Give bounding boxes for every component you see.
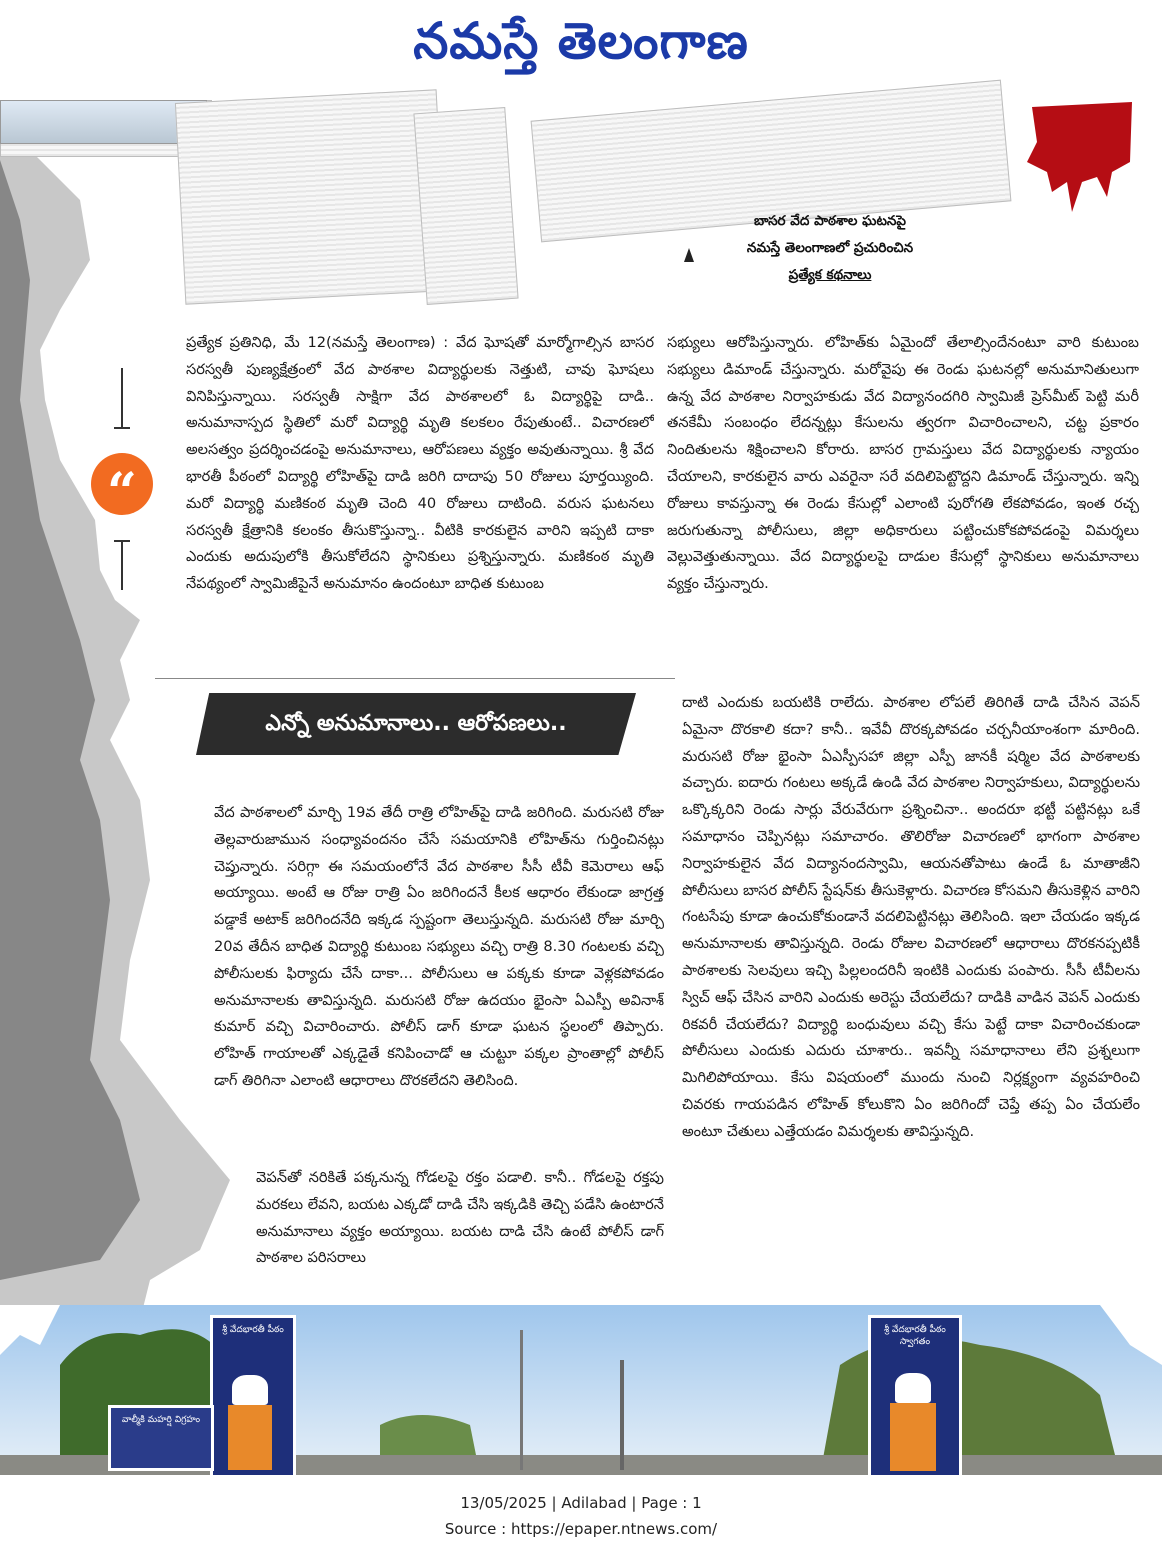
article-column-lower-right <box>682 690 1140 1280</box>
signboard-text: శ్రీ వేదభారతీ పీఠం <box>222 1325 284 1335</box>
subheading-text: ఎన్నో అనుమానాలు.. ఆరోపణలు.. <box>265 711 567 736</box>
clipping-caption <box>700 208 960 289</box>
small-signboard <box>108 1405 214 1471</box>
edition-info: 13/05/2025 | Adilabad | Page : 1 <box>460 1494 702 1512</box>
page-footer <box>0 1490 1162 1542</box>
red-ink-splash-graphic <box>1012 102 1142 222</box>
source-url: Source : https://epaper.ntnews.com/ <box>444 1520 718 1538</box>
article-paragraph: దాటి ఎందుకు బయటికి రాలేదు. పాఠశాల లోపలే తిరిగితే దాడి చేసిన వెపన్ ఏమైనా దొరకాలి కదా? కానీ.. ఇవేవీ దొరక్కపోవడం చర్చనీయాంశంగా మారింది. మరుసటి రోజు భైంసా ఏఎస్పీసహా జిల్లా ఎస్పీ జానకీ షర్మిల వేద పాఠశాలకు వచ్చారు. ఐదారు గంటలు అక్కడే ఉండి వేద పాఠశాల నిర్వాహకులు, విద్యార్థులను ఒక్కొక్కరిని రెండు సార్లు వేరువేరుగా ప్రశ్నించినా.. అందరూ భట్టీ పట్టినట్లు ఒకే సమాధానం చెప్పినట్లు సమాచారం. తొలిరోజు విచారణలో భాగంగా పాఠశాల నిర్వాహకులైన వేద విద్యానందస్వామి, ఆయనతోపాటు ఉండే ఓ మాతాజీని పోలీసులు బాసర పోలీస్ స్టేషన్‌కు తీసుకెళ్లారు. విచారణ కోసమని తీసుకెళ్లిన వారిని గంటసేపు కూడా ఉంచుకోకుండానే వదలిపెట్టినట్లు తెలిసింది. ఇలా చేయడం ఇక్కడ అనుమానాలకు తావిస్తున్నది. రెండు రోజుల విచారణలో ఆధారాలు దొరకనప్పటికీ పాఠశాలకు సెలవులు ఇచ్చి పిల్లలందరినీ ఇంటికి ఎందుకు పంపారు. సీసీ టీవీలను స్విచ్ ఆఫ్ చేసిన వారిని ఎందుకు అరెస్టు చేయలేదు? దాడికి వాడిన వెపన్ ఎందుకు రికవరీ చేయలేదు? విద్యార్థి బంధువులు వచ్చి కేసు పెట్టే దాకా విచారించకుండా పోలీసులు ఎందుకు ఎదురు చూశారు.. ఇవన్నీ సమాధానాలు లేని ప్రశ్నలుగా మిగిలిపోయాయి. కేసు విషయంలో ముందు నుంచి నిర్లక్ష్యంగా వ్యవహరించి చివరకు గాయపడిన లోహిత్ కోలుకొని ఏం జరిగిందో చెప్తే తప్ప ఏం చేయలేం అంటూ చేతులు ఎత్తేయడం విమర్శలకు తావిస్తున్నది. <box>682 694 1140 1140</box>
article-column-top-left <box>186 330 654 670</box>
section-divider <box>155 678 675 679</box>
quote-divider-line <box>121 540 123 590</box>
caption-line: ప్రత్యేక కథనాలు <box>788 267 872 283</box>
article-paragraph: వేద పాఠశాలలో మార్చి 19వ తేదీ రాత్రి లోహిత్‌పై దాడి జరిగింది. మరుసటి రోజు తెల్లవారుజామున సంధ్యావందనం చేసే సమయానికి లోహిత్‌ను గుర్తించినట్లు చెప్తున్నారు. సరిగ్గా ఈ సమయంలోనే వేద పాఠశాల సీసీ టీవీ కెమెరాలు ఆఫ్ అయ్యాయి. అంటే ఆ రోజు రాత్రి ఏం జరిగిందనే కీలక ఆధారం లేకుండా జాగ్రత్త పడ్డాకే అటాక్ జరిగిందనేది ఇక్కడ స్పష్టంగా తెలుస్తున్నది. మరుసటి రోజు మార్చి 20వ తేదీన బాధిత విద్యార్థి కుటుంబ సభ్యులు వచ్చి రాత్రి 8.30 గంటలకు వచ్చి పోలీసులకు ఫిర్యాదు చేసే దాకా... పోలీసులు ఆ పక్కకు కూడా వెళ్లకపోవడం అనుమానాలకు తావిస్తున్నది. మరుసటి రోజు ఉదయం భైంసా ఏఎస్పీ అవినాశ్ కుమార్ వచ్చి విచారించారు. పోలీస్ డాగ్ కూడా ఘటన స్థలంలో తిప్పారు. లోహిత్ గాయాలతో ఎక్కడైతే కనిపించాడో ఆ చుట్టూ పక్కల ప్రాంతాల్లో పోలీస్ డాగ్ తిరిగినా ఎలాంటి ఆధారాలు దొరకలేదని తెలిసింది. <box>214 804 664 1089</box>
caption-arrow-icon <box>684 248 694 262</box>
masthead-logo: నమస్తే తెలంగాణ <box>413 12 749 70</box>
article-column-lower-left <box>214 800 664 1170</box>
vedapatashala-entrance-photo <box>0 1305 1162 1475</box>
article-column-lower-left-continued <box>256 1165 664 1273</box>
quote-mark-icon: “ <box>91 453 153 515</box>
swamiji-statue-head <box>232 1375 268 1405</box>
article-paragraph: ప్రత్యేక ప్రతినిధి, మే 12(నమస్తే తెలంగాణ) : వేద ఘోషతో మార్మోగాల్సిన బాసర సరస్వతీ పుణ్యక్షేత్రంలో వేద పాఠశాల విద్యార్థులకు నెత్తుటి, చావు ఘోషలు వినిపిస్తున్నాయి. సరస్వతీ సాక్షిగా వేద పాఠశాలలో ఓ విద్యార్థిపై దాడి.. అనుమానాస్పద స్థితిలో మరో విద్యార్థి మృతి కలకలం రేపుతుంటే.. విచారణలో అలసత్వం ప్రదర్శించడంపై అనుమానాలు, ఆరోపణలు వ్యక్తం అవుతున్నాయి. శ్రీ వేద భారతీ పీఠంలో విద్యార్థి లోహిత్‌పై దాడి జరిగి దాదాపు 50 రోజులు పూర్తయ్యింది. మరో విద్యార్థి మణికంఠ మృతి చెంది 40 రోజులు దాటింది. వరుస ఘటనలు సరస్వతీ క్షేత్రానికి కలంకం తీసుకొస్తున్నా.. వీటికి కారకులైన వారిని ఇప్పటి దాకా ఎందుకు అదుపులోకి తీసుకోలేదని స్థానికులు ప్రశ్నిస్తున్నారు. మణికంఠ మృతి నేపథ్యంలో స్వామిజీపైనే అనుమానం ఉందంటూ బాధిత కుటుంబ <box>186 334 654 593</box>
swamiji-statue-body <box>228 1405 272 1470</box>
caption-line: బాసర వేద పాఠశాల ఘటనపై <box>754 213 906 229</box>
subheading-banner <box>196 693 636 755</box>
article-paragraph: వెపన్‌తో నరికితే పక్కనున్న గోడలపై రక్తం పడాలి. కానీ.. గోడలపై రక్తపు మరకలు లేవని, బయట ఎక్కడో దాడి చేసి ఇక్కడికి తెచ్చి పడేసి ఉంటారనే అనుమానాలు వ్యక్తం అయ్యాయి. బయట దాడి చేసి ఉంటే పోలీస్ డాగ్ పాఠశాల పరిసరాలు <box>256 1169 664 1267</box>
caption-line: నమస్తే తెలంగాణలో ప్రచురించిన <box>746 240 914 256</box>
quote-divider-line <box>121 368 123 428</box>
swamiji-statue-head <box>895 1373 931 1403</box>
quote-divider-tick <box>114 427 130 429</box>
swamiji-statue-body <box>890 1403 936 1471</box>
signboard-text: వాల్మీకి మహర్షి విగ్రహం <box>121 1415 201 1425</box>
article-paragraph: సభ్యులు ఆరోపిస్తున్నారు. లోహిత్‌కు ఏమైందో తేలాల్సిందేనంటూ వారి కుటుంబ సభ్యులు డిమాండ్ చేస్తున్నారు. మరోవైపు ఈ రెండు ఘటనల్లో అనుమానితులుగా ఉన్న వేద పాఠశాల నిర్వాహకుడు వేద విద్యానందగిరి స్వామిజీ ప్రెస్‌మీట్ పెట్టి మరీ తనకేమీ సంబంధం లేదన్నట్లు కేసులను త్వరగా విచారించాలని, చట్ట ప్రకారం నిందితులను శిక్షించాలని కోరారు. బాసర గ్రామస్తులు వేద విద్యార్థులకు న్యాయం చేయాలని, కారకులైన వారు ఎవరైనా సరే వదిలిపెట్టొద్దని డిమాండ్ చేస్తున్నారు. ఇన్ని రోజులు కావస్తున్నా ఈ రెండు కేసుల్లో ఎలాంటి పురోగతి లేకపోవడం, ఇంత రచ్చ జరుగుతున్నా పోలీసులు, జిల్లా అధికారులు పట్టించుకోకపోవడంపై విమర్శలు వెల్లువెత్తుతున్నాయి. వేద విద్యార్థులపై దాడుల కేసుల్లో స్థానికులు అనుమానాలు వ్యక్తం చేస్తున్నారు. <box>667 334 1139 593</box>
article-column-top-right <box>667 330 1139 670</box>
signboard-text: శ్రీ వేదభారతీ పీఠం స్వాగతం <box>884 1325 946 1347</box>
